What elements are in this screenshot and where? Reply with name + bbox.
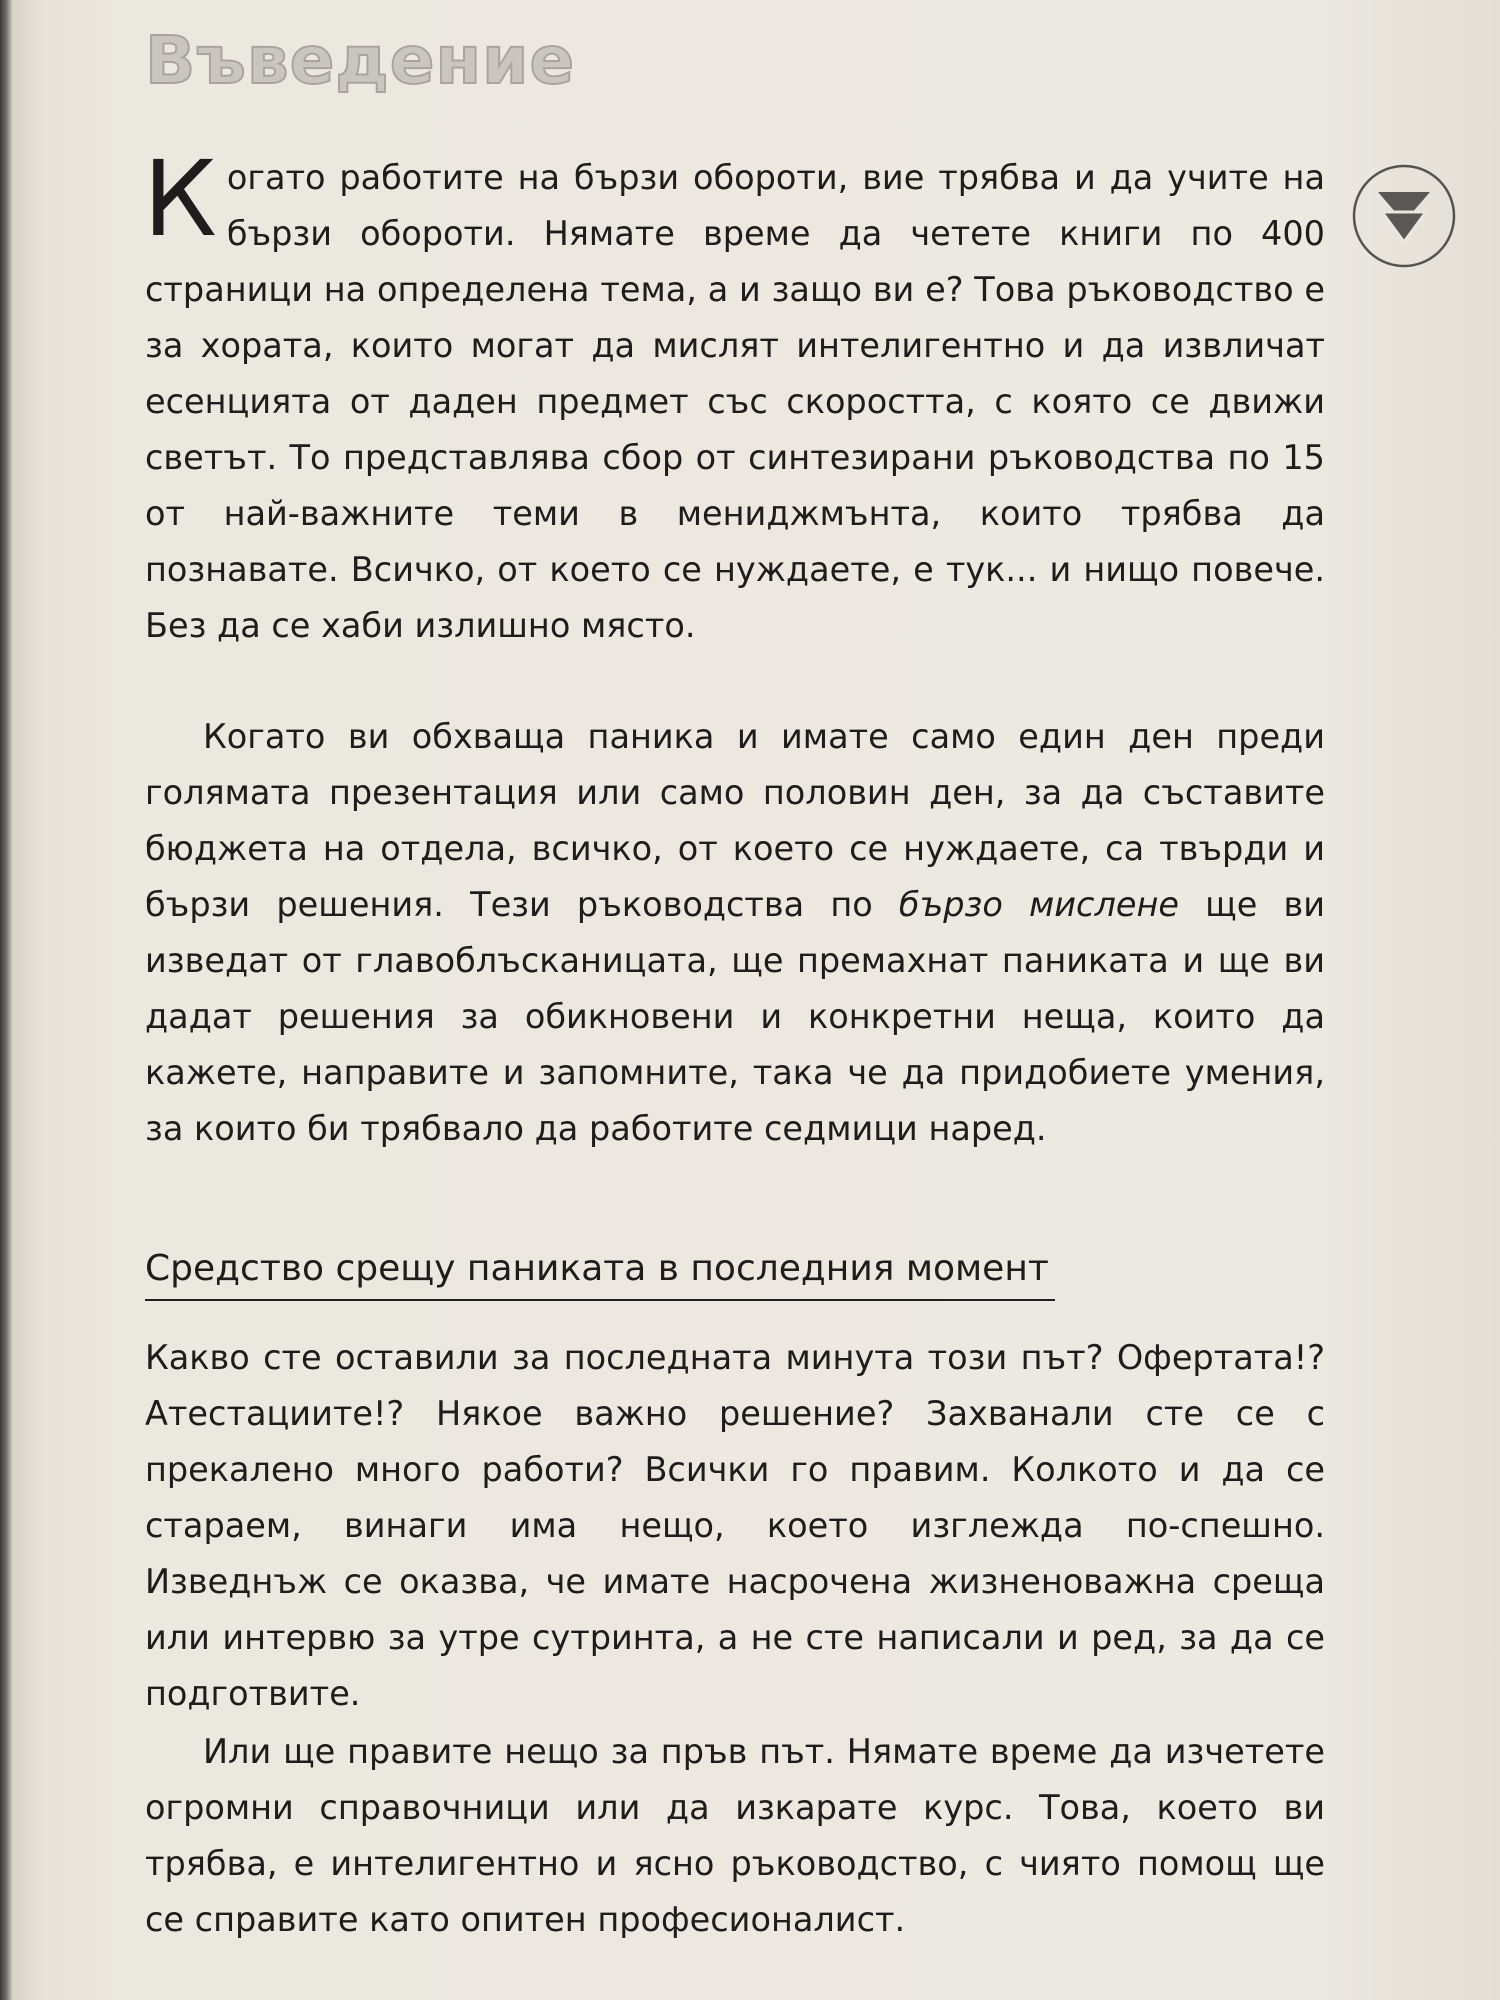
drop-cap: К xyxy=(143,138,217,260)
paragraph-4-text: Какво сте оставили за последната минута този път? Офертата!? Атестациите!? Някое важно решение? Захванали сте се с прекалено много работи? Всички го правим. Колкото и да се стараем, винаги има нещо, което изглежда по-спешно. Изведнъж се оказва, че имате насрочена жизненоважна среща или интервю за утре сутринта, а не сте написали и ред, за да се подготвите. xyxy=(145,1338,1325,1713)
intro-text: огато работите на бързи обороти, вие трябва и да учите на бързи обороти. Нямате време да четете книги по 400 страници на определена тема, а и защо ви е? Това ръководство е за хората, които могат да мислят интелигентно и да извличат есенцията от даден предмет със скоростта, с която се движи светът. То представлява сбор от синтезирани ръководства по 15 от най-важните теми в мениджмънта, които трябва да познавате. Всичко, от което се нуждаете, е тук... и нищо повече. Без да се хаби излишно място. xyxy=(145,158,1325,645)
paragraph-5 xyxy=(145,1724,1325,1948)
down-arrows-circle-icon xyxy=(1350,162,1458,270)
section-subheading: Средство срещу паниката в последния момент xyxy=(145,1245,1055,1301)
paragraph-2-emphasis: бързо мислене xyxy=(898,885,1179,924)
paragraph-2-before: Когато ви обхваща паника и имате само един ден преди голямата презентация или само половин ден, за да съставите бюджета на отдела, всичко, от което се нуждаете, са твърди и бързи решения. Тези ръководства по xyxy=(145,717,1325,924)
paragraph-4 xyxy=(145,1330,1325,1722)
intro-paragraph xyxy=(143,138,1325,654)
page-heading: Въведение xyxy=(145,22,576,99)
paragraph-5-text: Или ще правите нещо за пръв път. Нямате време да изчетете огромни справочници или да изкарате курс. Това, което ви трябва, е интелигентно и ясно ръководство, с чиято помощ ще се справите като опитен професионалист. xyxy=(145,1732,1325,1939)
paragraph-2-after: ще ви изведат от главоблъсканицата, ще премахнат паниката и ще ви дадат решения за обикновени и конкретни неща, които да кажете, направите и запомните, така че да придобиете умения, за които би трябвало да работите седмици наред. xyxy=(145,885,1325,1148)
paragraph-2 xyxy=(145,709,1325,1157)
page-gutter xyxy=(0,0,12,2000)
